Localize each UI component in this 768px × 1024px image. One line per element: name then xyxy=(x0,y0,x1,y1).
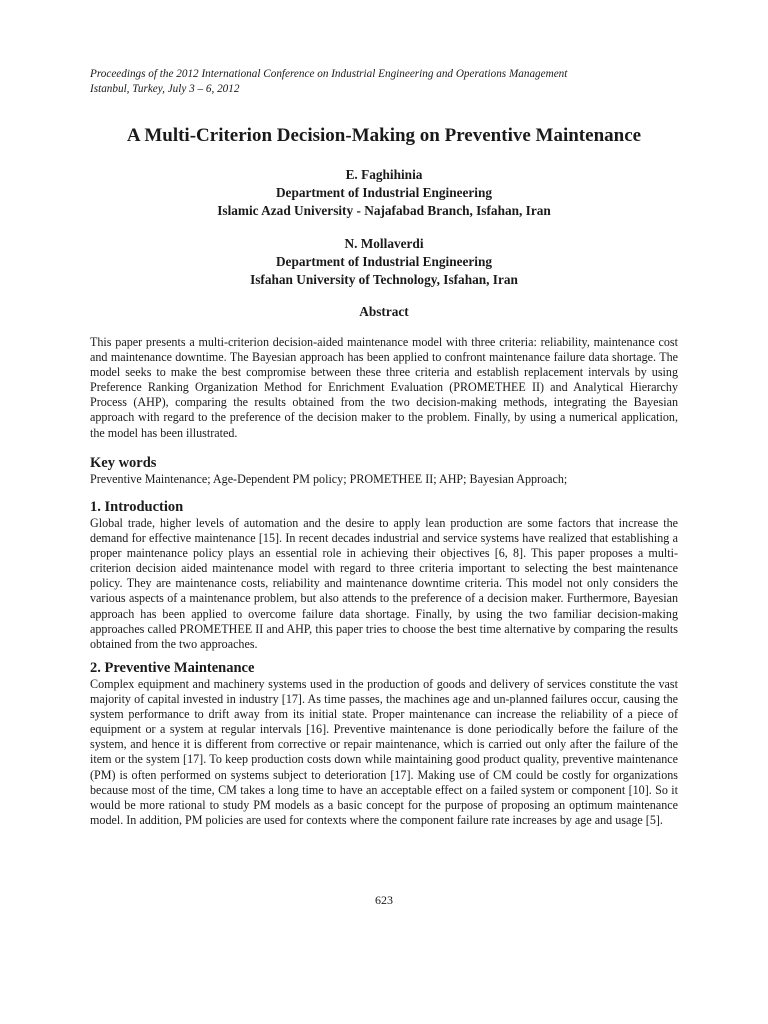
proceedings-header xyxy=(90,67,567,97)
author-department: Department of Industrial Engineering xyxy=(275,254,493,269)
author-name: E. Faghihinia xyxy=(345,167,423,182)
author-block-2 xyxy=(0,235,768,289)
author-affiliation: Islamic Azad University - Najafabad Branch, Isfahan, Iran xyxy=(217,203,551,218)
abstract-text: This paper presents a multi-criterion decision-aided maintenance model with three criteria: reliability, maintenance cost and maintenance downtime. The Bayesian approach has been applied to confront maintenance failure data shortage. The model seeks to make the best compromise between these three criteria and establish replacement intervals by using Preference Ranking Organization Method for Enrichment Evaluation (PROMETHEE II) and Analytical Hierarchy Process (AHP), comparing the results obtained from the two decision-making methods, integrating the Bayesian approach with regard to the preference of the decision maker to the problem. Finally, by using a numerical application, the model has been illustrated. xyxy=(90,335,678,440)
keywords-heading: Key words xyxy=(90,455,157,471)
section-2-text: Complex equipment and machinery systems used in the production of goods and delivery of services constitute the vast majority of capital invested in industry [17]. As time passes, the machines age and un-planned failures occur, causing the system performance to drift away from its initial state. Proper maintenance can increase the reliability of a piece of equipment or a system at regular intervals [16]. Preventive maintenance is done periodically before the failure of the system, and hence it is different from corrective or repair maintenance, which is carried out only after the failure of the item or the system [17]. To keep production costs down while maintaining good product quality, preventive maintenance (PM) is often performed on systems subject to deterioration [17]. Making use of CM could be costly for organizations because most of the time, CM takes a long time to have an acceptable effect on a failed system or component [10]. So it would be more rational to study PM models as a basic concept for the purpose of proposing an optimum maintenance model. In addition, PM policies are used for contexts where the component failure rate increases by age and usage [5]. xyxy=(90,677,678,827)
author-department: Department of Industrial Engineering xyxy=(275,185,493,200)
page-number: 623 xyxy=(375,893,393,907)
author-affiliation: Isfahan University of Technology, Isfahan, Iran xyxy=(250,272,518,287)
proceedings-line-2: Istanbul, Turkey, July 3 – 6, 2012 xyxy=(90,83,240,95)
author-block-1 xyxy=(0,166,768,220)
section-2-heading: 2. Preventive Maintenance xyxy=(90,660,255,676)
author-name: N. Mollaverdi xyxy=(344,236,424,251)
section-1-heading: 1. Introduction xyxy=(90,499,184,515)
proceedings-line-1: Proceedings of the 2012 International Conference on Industrial Engineering and Operations Management xyxy=(90,68,568,80)
section-1-text: Global trade, higher levels of automation and the desire to apply lean production are some factors that increase the demand for effective maintenance [15]. In recent decades industrial and service systems have realized that establishing a proper maintenance policy plays an essential role in achieving their objectives [6, 8]. This paper proposes a multi-criterion decision aided maintenance model with regard to three criteria important to selecting the best maintenance policy. They are maintenance costs, reliability and maintenance downtime criteria. This model not only considers the various aspects of a maintenance problem, but also attends to the preference of a decision maker. Furthermore, Bayesian approach has been applied to overcome failure data shortage. Finally, by using the two familiar decision-making approaches called PROMETHEE II and AHP, this paper tries to choose the best time alternative by comparing the results obtained from the two approaches. xyxy=(90,516,678,651)
abstract-heading: Abstract xyxy=(359,304,409,319)
paper-title: A Multi-Criterion Decision-Making on Preventive Maintenance xyxy=(126,125,642,146)
keywords-text: Preventive Maintenance; Age-Dependent PM policy; PROMETHEE II; AHP; Bayesian Approach; xyxy=(90,472,568,486)
